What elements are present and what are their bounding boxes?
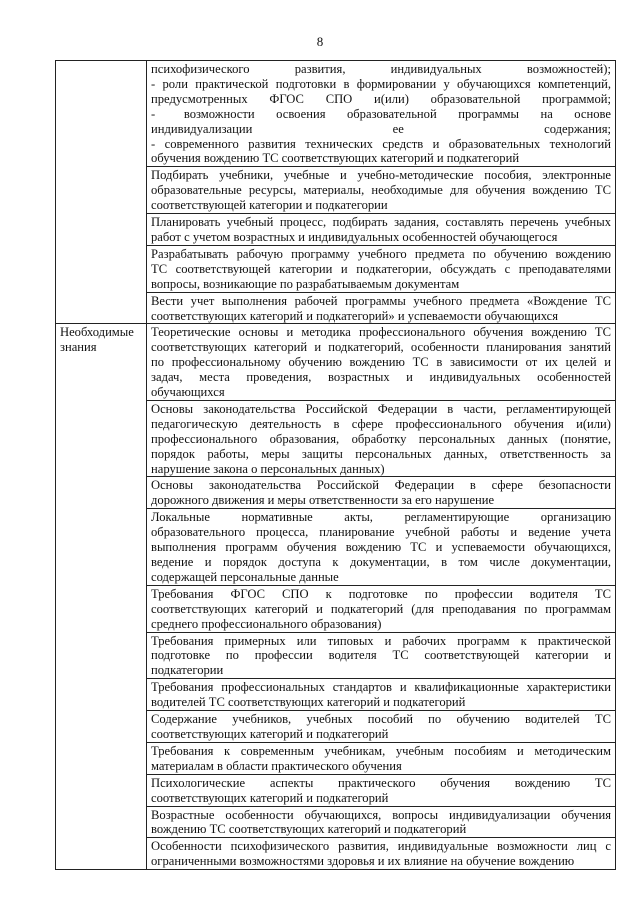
table-cell-text — [147, 245, 616, 292]
text-line: ТС соответствующей категории и подкатегории, обсуждать с преподавателями — [151, 261, 611, 276]
table-cell-text — [147, 742, 616, 774]
table-cell-text — [147, 292, 616, 324]
text-line: Теоретические основы и методика профессионального обучения вождению ТС — [151, 325, 611, 340]
text-line: Психологические аспекты практического обучения вождению ТС — [151, 775, 611, 790]
text-line: образовательного процесса, планирование учебной работы и ведение учета — [151, 525, 611, 540]
text-line: ведение и порядок доступа к документации, в том числе документации, — [151, 555, 611, 569]
table-cell-text — [147, 477, 616, 509]
competency-table — [55, 60, 616, 870]
text-line: ограниченными возможностями здоровья и их влияние на обучение вождению — [151, 854, 575, 869]
text-line: работ с учетом возрастных и индивидуальных особенностей обучающегося — [151, 229, 558, 244]
text-line: вопросы, возникающие по разрабатываемым документам — [151, 276, 460, 291]
text-line: соответствующих категорий и подкатегорий — [151, 790, 389, 805]
table-cell-text — [147, 679, 616, 711]
text-line: Локальные нормативные акты, регламентирующие организацию — [151, 510, 611, 525]
text-line: среднего профессионального образования) — [151, 616, 382, 631]
table-row — [56, 324, 616, 401]
text-line: обучающихся — [151, 385, 225, 400]
text-line: - возможности освоения образовательной программы на основе — [151, 106, 611, 121]
text-line: Вести учет выполнения рабочей программы учебного предмета «Вождение ТС — [151, 293, 611, 308]
text-line: соответствующих категорий и подкатегорий, особенности планирования занятий — [151, 340, 611, 355]
table-cell-text — [147, 509, 616, 586]
table-row — [56, 61, 616, 167]
table-cell-text — [147, 324, 616, 401]
text-line: Требования профессиональных стандартов и квалификационные характеристики — [151, 680, 611, 695]
table-cell-text — [147, 585, 616, 632]
text-line: задач, места проведения, возрастных и индивидуальных особенностей — [151, 370, 611, 385]
text-line: материалам в области практического обучения — [151, 758, 402, 773]
text-line: нарушение закона о персональных данных) — [151, 461, 385, 476]
text-line: Основы законодательства Российской Федерации в части, регламентирующей — [151, 401, 611, 416]
table-cell-text — [147, 61, 616, 167]
table-cell-text — [147, 167, 616, 214]
table-cell-text — [147, 838, 616, 870]
knowledge-label-line1: Необходимые — [60, 325, 134, 340]
text-line: Требования ФГОС СПО к подготовке по профессии водителя ТС — [151, 586, 611, 601]
table-cell-text — [147, 632, 616, 679]
text-line: психофизического развития, индивидуальных возможностей); — [151, 62, 611, 76]
text-line: - современного развития технических средств и образовательных технологий — [151, 136, 611, 151]
table-cell-text — [147, 400, 616, 477]
text-line: соответствующих категорий и подкатегорий» и успеваемости обучающихся — [151, 308, 559, 323]
table-cell-text — [147, 711, 616, 743]
skills-label-cell — [56, 61, 147, 324]
text-line: вождению ТС соответствующих категорий и подкатегорий — [151, 822, 467, 837]
text-line: по профессиональному обучению вождению ТС в зависимости от их целей и — [151, 355, 611, 370]
text-line: соответствующей категории и подкатегории — [151, 198, 388, 213]
knowledge-label-line2: знания — [60, 340, 97, 355]
text-line: водителей ТС соответствующих категорий и подкатегорий — [151, 695, 466, 710]
text-line: подготовке по профессии водителя ТС соответствующей категории и — [151, 648, 611, 663]
text-line: Требования примерных или типовых и рабочих программ к практической — [151, 633, 611, 648]
text-line: педагогическую деятельность в сфере профессионального обучения и(или) — [151, 416, 611, 431]
text-line: образовательные ресурсы, материалы, необходимые для обучения вождению ТС — [151, 183, 611, 198]
table-cell-text — [147, 214, 616, 246]
text-line: - роли практической подготовки в формировании у обучающихся компетенций, — [151, 76, 611, 91]
text-line: предусмотренных ФГОС СПО и(или) образовательной программой; — [151, 91, 611, 106]
text-line: Возрастные особенности обучающихся, вопросы индивидуализации обучения — [151, 807, 611, 822]
text-line: дорожного движения и меры ответственности за его нарушение — [151, 493, 495, 508]
text-line: Планировать учебный процесс, подбирать задания, составлять перечень учебных — [151, 215, 611, 230]
table-body — [56, 61, 616, 870]
text-line: порядок работы, меры защиты персональных данных, ответственность за — [151, 446, 611, 461]
table-cell-text — [147, 774, 616, 806]
knowledge-label-cell — [56, 324, 147, 870]
text-line: соответствующих категорий и подкатегорий (для преподавания по программам — [151, 601, 611, 616]
page-number: 8 — [316, 34, 324, 49]
text-line: содержащей персональные данные — [151, 569, 339, 584]
text-line: Особенности психофизического развития, индивидуальные возможности лиц с — [151, 839, 611, 854]
text-line: индивидуализации ее содержания; — [151, 121, 611, 136]
text-line: Содержание учебников, учебных пособий по обучению водителей ТС — [151, 712, 611, 727]
text-line: обучения вождению ТС соответствующих категорий и подкатегорий — [151, 151, 520, 166]
text-line: соответствующих категорий и подкатегорий — [151, 726, 389, 741]
text-line: Требования к современным учебникам, учебным пособиям и методическим — [151, 743, 611, 758]
text-line: подкатегории — [151, 663, 224, 678]
table-cell-text — [147, 806, 616, 838]
text-line: профессионального образования, обработку персональных данных (понятие, — [151, 431, 611, 446]
text-line: Подбирать учебники, учебные и учебно-методические пособия, электронные — [151, 168, 611, 183]
text-line: выполнения программ обучения вождению ТС и успеваемости обучающихся, — [151, 540, 611, 555]
text-line: Основы законодательства Российской Федерации в сфере безопасности — [151, 478, 611, 493]
text-line: Разрабатывать рабочую программу учебного предмета по обучению вождению — [151, 246, 611, 261]
